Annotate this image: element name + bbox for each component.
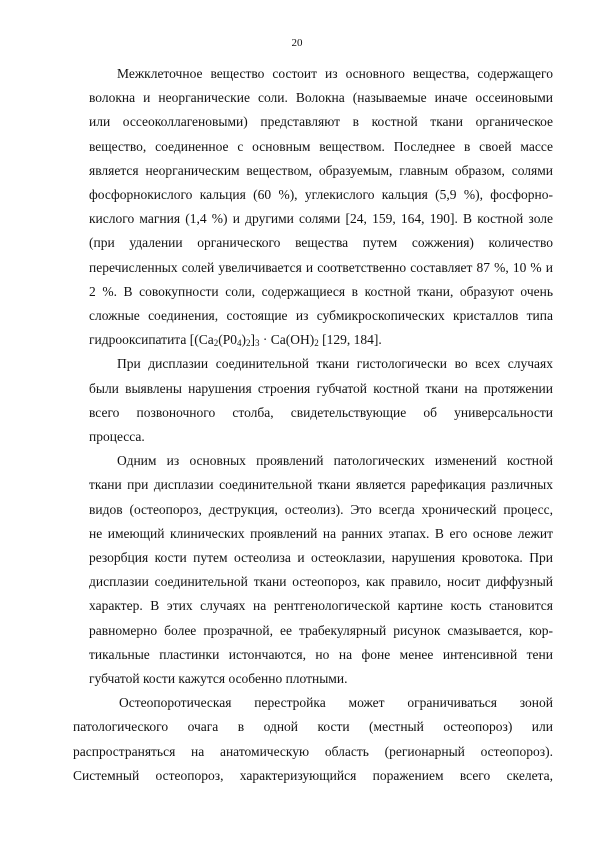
- text-line: волокна и неорганические соли. Волокна (называемые иначе оссеиновыми: [89, 90, 553, 106]
- formula-subscript: 2: [314, 338, 319, 349]
- text-line: видов (остеопороз, деструкция, остеолиз). Это всегда хронический процесс,: [89, 501, 553, 517]
- formula-text: (P0: [218, 332, 237, 348]
- text-line: сложные соединения, состоящие из субмикроскопических кристаллов типа: [89, 308, 553, 324]
- text-line: дисплазии соединительной ткани остеопороз, как правило, носит диффузный: [89, 574, 553, 590]
- text-line: Системный остеопороз, характеризующийся поражением всего скелета,: [73, 767, 553, 783]
- formula-text: · Ca(OH): [259, 332, 315, 348]
- text-line: патологического очага в одной кости (местный остеопороз) или: [73, 719, 553, 735]
- formula-text: [129, 184].: [318, 332, 382, 348]
- formula-text: ]: [250, 332, 255, 348]
- text-line: резорбция кости путем остеолиза и остеоклазии, нарушения кровотока. При: [89, 550, 553, 566]
- paragraph-3: [65, 449, 553, 691]
- text-line: Одним из основных проявлений патологических изменений костной: [117, 453, 553, 469]
- text-line: ткани при дисплазии соединительной ткани является рарефикация различных: [89, 477, 553, 493]
- text-line: характер. В этих случаях на рентгенологической картине кость становится: [89, 598, 553, 614]
- text-line: При дисплазии соединительной ткани гистологически во всех случаях: [117, 356, 553, 372]
- text-line: является неорганическим веществом, образуемым, главным образом, солями: [89, 162, 553, 178]
- formula-line: [89, 328, 553, 352]
- text-line: губчатой кости кажутся особенно плотными.: [89, 671, 348, 687]
- text-line: процесса.: [89, 429, 145, 445]
- text-line: распространяться на анатомическую область (регионарный остеопороз).: [73, 743, 553, 759]
- text-line: 2 %. В совокупности соли, содержащиеся в костной ткани, образуют очень: [89, 283, 553, 299]
- text-line: всего позвоночного столба, свидетельствующие об универсальности: [89, 404, 553, 420]
- text-line: или оссеоколлагеновыми) представляют в костной ткани органическое: [89, 114, 553, 130]
- formula-subscript: 2: [246, 338, 251, 349]
- text-line: были выявлены нарушения строения губчатой костной ткани на протяжении: [89, 380, 553, 396]
- paragraph-1: [89, 62, 553, 352]
- paragraph-2: [65, 352, 553, 449]
- text-line: тикальные пластинки истончаются, но на фоне менее интенсивной тени: [89, 646, 553, 662]
- formula-subscript: 3: [255, 338, 260, 349]
- text-line: перечисленных солей увеличивается и соответственно составляет 87 %, 10 % и: [89, 259, 553, 275]
- formula-subscript: 4: [237, 338, 242, 349]
- formula-text: гидрооксипатита [(Ca: [89, 332, 214, 348]
- text-line: не имеющий клинических проявлений на ранних этапах. В его основе лежит: [89, 525, 553, 541]
- text-line: вещество, соединенное с основным веществом. Последнее в своей массе: [89, 138, 553, 154]
- text-line: кислого магния (1,4 %) и другими солями [24, 159, 164, 190]. В костной золе: [89, 211, 553, 227]
- text-line: равномерно более прозрачной, ее трабекулярный рисунок смазывается, кор-: [89, 622, 553, 638]
- text-line: Межклеточное вещество состоит из основного вещества, содержащего: [117, 66, 553, 81]
- text-line: (при удалении органического вещества путем сожжения) количество: [89, 235, 553, 251]
- page-number: 20: [291, 37, 303, 49]
- text-line: Остеопоротическая перестройка может ограничиваться зоной: [119, 695, 553, 711]
- document-body: [73, 62, 553, 788]
- formula-subscript: 2: [213, 338, 219, 349]
- formula-text: ): [241, 332, 246, 348]
- text-line: фосфорнокислого кальция (60 %), углекислого кальция (5,9 %), фосфорно-: [89, 187, 553, 203]
- paragraph-4: [73, 691, 553, 788]
